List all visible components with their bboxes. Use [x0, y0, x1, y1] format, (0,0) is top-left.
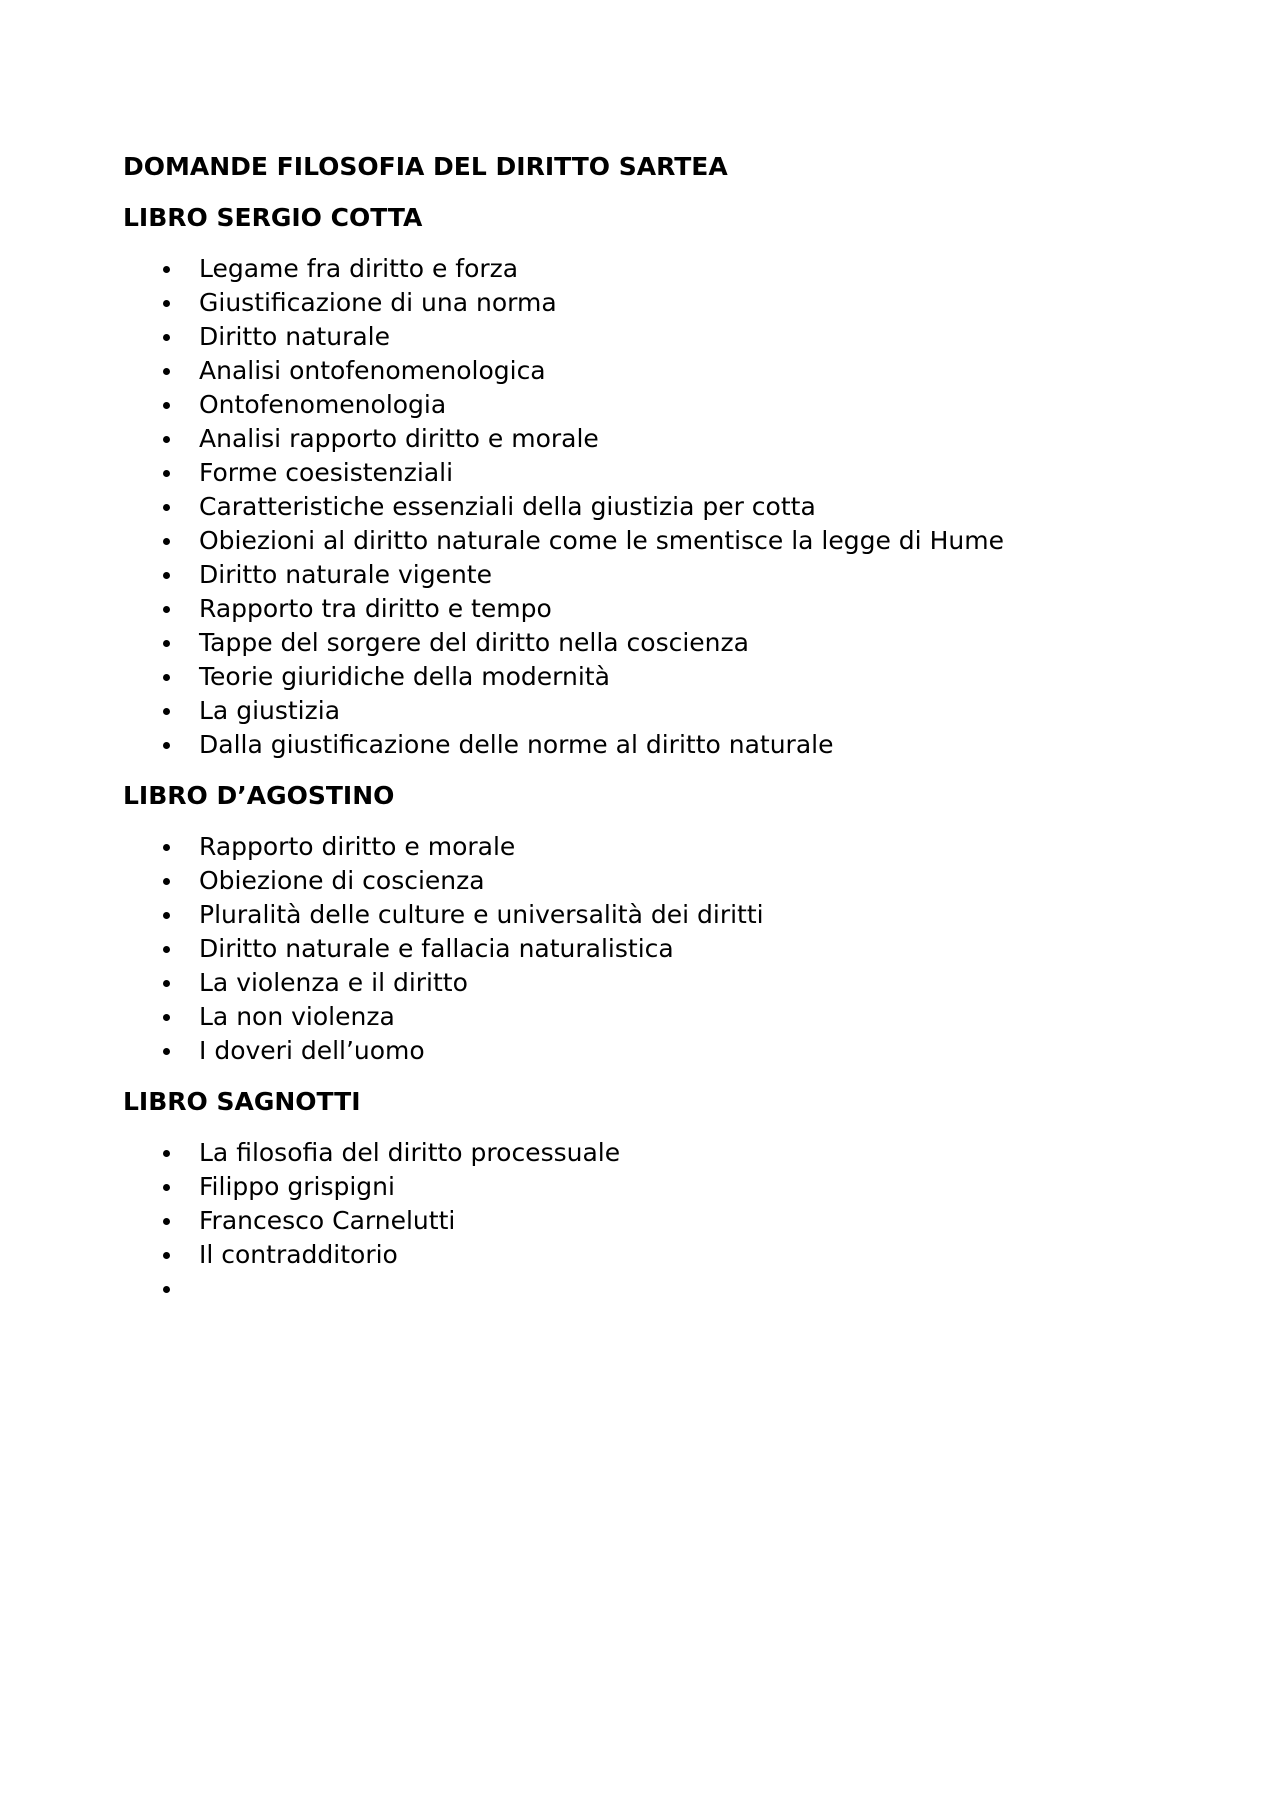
- list-item: [123, 558, 1173, 592]
- bullet-icon: [163, 606, 170, 613]
- list-item: [123, 1204, 1173, 1238]
- list-item-text: Analisi ontofenomenologica: [199, 356, 546, 385]
- list-item: [123, 1170, 1173, 1204]
- list-item-text: Tappe del sorgere del diritto nella coscienza: [199, 628, 749, 657]
- list-item: [123, 1034, 1173, 1068]
- bullet-icon: [163, 538, 170, 545]
- bullet-icon: [163, 1048, 170, 1055]
- bullet-icon: [163, 640, 170, 647]
- list-item: [123, 320, 1173, 354]
- bullet-icon: [163, 1014, 170, 1021]
- list-item: [123, 490, 1173, 524]
- list-item-text: Obiezioni al diritto naturale come le smentisce la legge di Hume: [199, 526, 1004, 555]
- list-item: [123, 830, 1173, 864]
- list-item: [123, 252, 1173, 286]
- bullet-icon: [163, 1150, 170, 1157]
- bullet-list: [123, 830, 1173, 1068]
- list-item-text: Rapporto tra diritto e tempo: [199, 594, 552, 623]
- bullet-icon: [163, 470, 170, 477]
- list-item-text: La filosofia del diritto processuale: [199, 1138, 621, 1167]
- list-item-text: Diritto naturale: [199, 322, 391, 351]
- list-item-text: La violenza e il diritto: [199, 968, 468, 997]
- list-item-text: Teorie giuridiche della modernità: [199, 662, 610, 691]
- bullet-icon: [163, 300, 170, 307]
- list-item-text: Caratteristiche essenziali della giustizia per cotta: [199, 492, 816, 521]
- bullet-icon: [163, 946, 170, 953]
- section-heading: LIBRO SAGNOTTI: [123, 1087, 361, 1116]
- document-title: DOMANDE FILOSOFIA DEL DIRITTO SARTEA: [123, 152, 728, 181]
- sections-container: [123, 201, 1173, 1306]
- list-item: [123, 592, 1173, 626]
- section-heading: LIBRO SERGIO COTTA: [123, 203, 423, 232]
- list-item-text: Francesco Carnelutti: [199, 1206, 456, 1235]
- bullet-icon: [163, 878, 170, 885]
- bullet-icon: [163, 1286, 170, 1293]
- list-item: [123, 660, 1173, 694]
- list-item: [123, 694, 1173, 728]
- list-item-text: Forme coesistenziali: [199, 458, 454, 487]
- list-item-text: Filippo grispigni: [199, 1172, 395, 1201]
- bullet-icon: [163, 334, 170, 341]
- bullet-icon: [163, 708, 170, 715]
- bullet-icon: [163, 266, 170, 273]
- bullet-icon: [163, 1252, 170, 1259]
- list-item-text: Pluralità delle culture e universalità dei diritti: [199, 900, 764, 929]
- list-item: [123, 524, 1173, 558]
- bullet-icon: [163, 368, 170, 375]
- list-item-text: La giustizia: [199, 696, 341, 725]
- bullet-icon: [163, 436, 170, 443]
- bullet-icon: [163, 742, 170, 749]
- list-item-text: Diritto naturale e fallacia naturalistica: [199, 934, 674, 963]
- list-item: [123, 898, 1173, 932]
- list-item: [123, 422, 1173, 456]
- section-heading: LIBRO D’AGOSTINO: [123, 781, 395, 810]
- list-item-text: Analisi rapporto diritto e morale: [199, 424, 599, 453]
- bullet-icon: [163, 1218, 170, 1225]
- list-item: [123, 1000, 1173, 1034]
- list-item: [123, 864, 1173, 898]
- bullet-icon: [163, 1184, 170, 1191]
- bullet-icon: [163, 980, 170, 987]
- list-item-text: Legame fra diritto e forza: [199, 254, 519, 283]
- list-item: [123, 1136, 1173, 1170]
- bullet-list: [123, 252, 1173, 762]
- list-item-text: I doveri dell’uomo: [199, 1036, 425, 1065]
- list-item-text: Rapporto diritto e morale: [199, 832, 516, 861]
- list-item-text: Giustificazione di una norma: [199, 288, 557, 317]
- bullet-icon: [163, 674, 170, 681]
- list-item: [123, 1238, 1173, 1272]
- list-item: [123, 388, 1173, 422]
- bullet-icon: [163, 504, 170, 511]
- list-item: [123, 286, 1173, 320]
- list-item-text: Il contradditorio: [199, 1240, 398, 1269]
- list-item-text: Diritto naturale vigente: [199, 560, 492, 589]
- bullet-icon: [163, 572, 170, 579]
- list-item-text: La non violenza: [199, 1002, 395, 1031]
- document-content: [123, 150, 1173, 1323]
- list-item-text: Obiezione di coscienza: [199, 866, 485, 895]
- bullet-list: [123, 1136, 1173, 1306]
- list-item: [123, 354, 1173, 388]
- list-item: [123, 932, 1173, 966]
- list-item: [123, 626, 1173, 660]
- list-item-text: Ontofenomenologia: [199, 390, 447, 419]
- bullet-icon: [163, 912, 170, 919]
- bullet-icon: [163, 844, 170, 851]
- list-item: [123, 1272, 1173, 1306]
- list-item-text: Dalla giustificazione delle norme al diritto naturale: [199, 730, 834, 759]
- list-item: [123, 456, 1173, 490]
- bullet-icon: [163, 402, 170, 409]
- list-item: [123, 728, 1173, 762]
- list-item: [123, 966, 1173, 1000]
